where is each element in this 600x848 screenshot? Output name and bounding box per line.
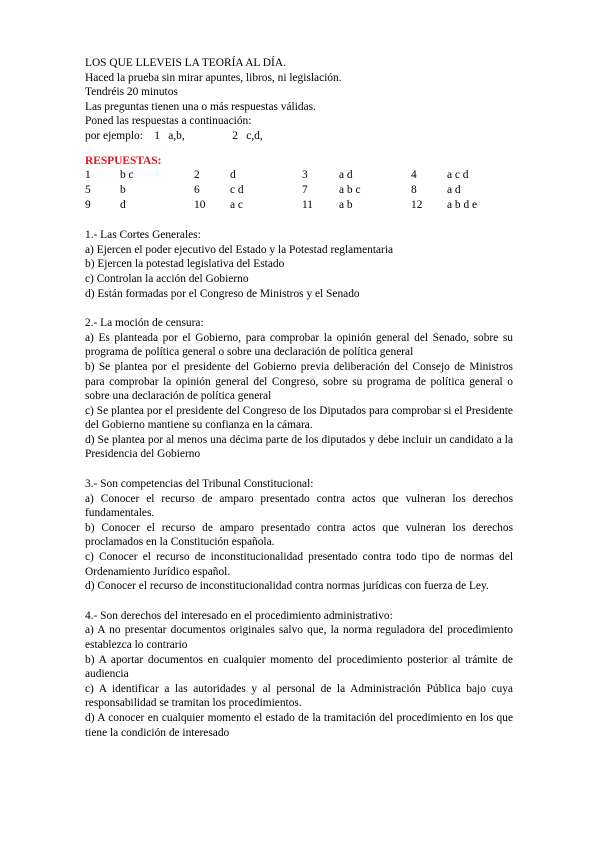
example-line (85, 129, 513, 144)
answer-number: 10 (194, 199, 206, 212)
answer-value: a b d e (447, 199, 478, 212)
example-answer: a,b, (168, 129, 185, 142)
answer-number: 4 (411, 169, 417, 182)
answer-number: 8 (411, 184, 417, 197)
question-text: 2.- La moción de censura: (85, 317, 204, 330)
answer-value: b (120, 184, 126, 197)
answer-number: 1 (85, 169, 91, 182)
document-content (85, 56, 513, 740)
question-option: a) Es planteada por el Gobierno, para comprobar la opinión general del Senado, sobre su programa de política general o sobre una declaración de política general (85, 331, 513, 359)
question-option: b) Se plantea por el presidente del Gobierno previa deliberación del Consejo de Ministros para comprobar la opinión general del Congreso, sobre su programa de política general o sobre una declaración de política general (85, 360, 513, 403)
intro-line: Haced la prueba sin mirar apuntes, libros, ni legislación. (85, 71, 342, 84)
question-option: c) Se plantea por el presidente del Congreso de los Diputados para comprobar si el Presidente del Gobierno mantiene su confianza en la cámara. (85, 404, 513, 432)
answer-number: 6 (194, 184, 200, 197)
example-number: 1 (154, 129, 160, 142)
answer-value: c d (230, 184, 244, 197)
answers-row (85, 198, 513, 213)
answers-title: RESPUESTAS: (85, 154, 162, 167)
question-option: a) A no presentar documentos originales salvo que, la norma reguladora del procedimiento establezca lo contrario (85, 624, 513, 651)
intro-line: Las preguntas tienen una o más respuestas válidas. (85, 100, 316, 113)
answer-value: a c d (447, 169, 469, 182)
question-option: a) Ejercen el poder ejecutivo del Estado y la Potestad reglamentaria (85, 243, 394, 256)
intro-line: Poned las respuestas a continuación: (85, 115, 252, 128)
answer-number: 9 (85, 199, 91, 212)
question-block (85, 316, 513, 462)
answer-value: a c (230, 199, 243, 212)
answer-value: b c (120, 169, 134, 182)
question-option: b) Conocer el recurso de amparo presentado contra actos que vulneran los derechos proclamados en la Constitución española. (85, 521, 513, 549)
intro-title: LOS QUE LLEVEIS LA TEORÍA AL DÍA. (85, 57, 286, 69)
example-number: 2 (232, 129, 238, 142)
question-text: 1.- Las Cortes Generales: (85, 229, 201, 242)
answer-number: 3 (302, 169, 308, 182)
example-label: por ejemplo: (85, 129, 143, 142)
question-text: 4.- Son derechos del interesado en el procedimiento administrativo: (85, 609, 393, 622)
question-option: b) A aportar documentos en cualquier momento del procedimiento posterior al trámite de audiencia (85, 653, 513, 681)
question-text: 3.- Son competencias del Tribunal Constitucional: (85, 478, 314, 491)
answer-value: a b c (339, 184, 361, 197)
question-option: c) Conocer el recurso de inconstitucionalidad presentado contra todo tipo de normas del Ordenamiento Jurídico español. (85, 551, 513, 578)
answer-number: 11 (302, 199, 313, 212)
answer-value: a b (339, 199, 353, 212)
question-block (85, 609, 513, 740)
question-option: d) Se plantea por al menos una décima parte de los diputados y debe incluir un candidato a la Presidencia del Gobierno (85, 433, 513, 461)
question-option: c) Controlan la acción del Gobierno (85, 272, 249, 285)
answer-value: d (230, 169, 236, 182)
answers-grid (85, 168, 513, 212)
question-option: c) A identificar a las autoridades y al personal de la Administración Pública bajo cuya responsabilidad se tramitan los procedimientos. (85, 682, 513, 710)
answer-number: 7 (302, 184, 308, 197)
answer-value: a d (339, 169, 353, 182)
answer-number: 5 (85, 184, 91, 197)
question-option: d) Conocer el recurso de inconstitucionalidad contra normas jurídicas con fuerza de Ley. (85, 580, 489, 593)
question-option: b) Ejercen la potestad legislativa del Estado (85, 258, 285, 271)
answer-value: a d (447, 184, 461, 197)
answers-row (85, 168, 513, 183)
question-block (85, 228, 513, 301)
answer-number: 2 (194, 169, 200, 182)
question-option: d) A conocer en cualquier momento el estado de la tramitación del procedimiento en los que tiene la condición de interesado (85, 711, 513, 739)
question-option: d) Están formadas por el Congreso de Ministros y el Senado (85, 287, 360, 300)
intro-line: Tendréis 20 minutos (85, 86, 178, 99)
example-answer: c,d, (246, 129, 263, 142)
answer-number: 12 (411, 199, 423, 212)
question-option: a) Conocer el recurso de amparo presentado contra actos que vulneran los derechos fundamentales. (85, 492, 513, 520)
answers-row (85, 183, 513, 198)
question-block (85, 477, 513, 594)
answer-value: d (120, 199, 126, 212)
